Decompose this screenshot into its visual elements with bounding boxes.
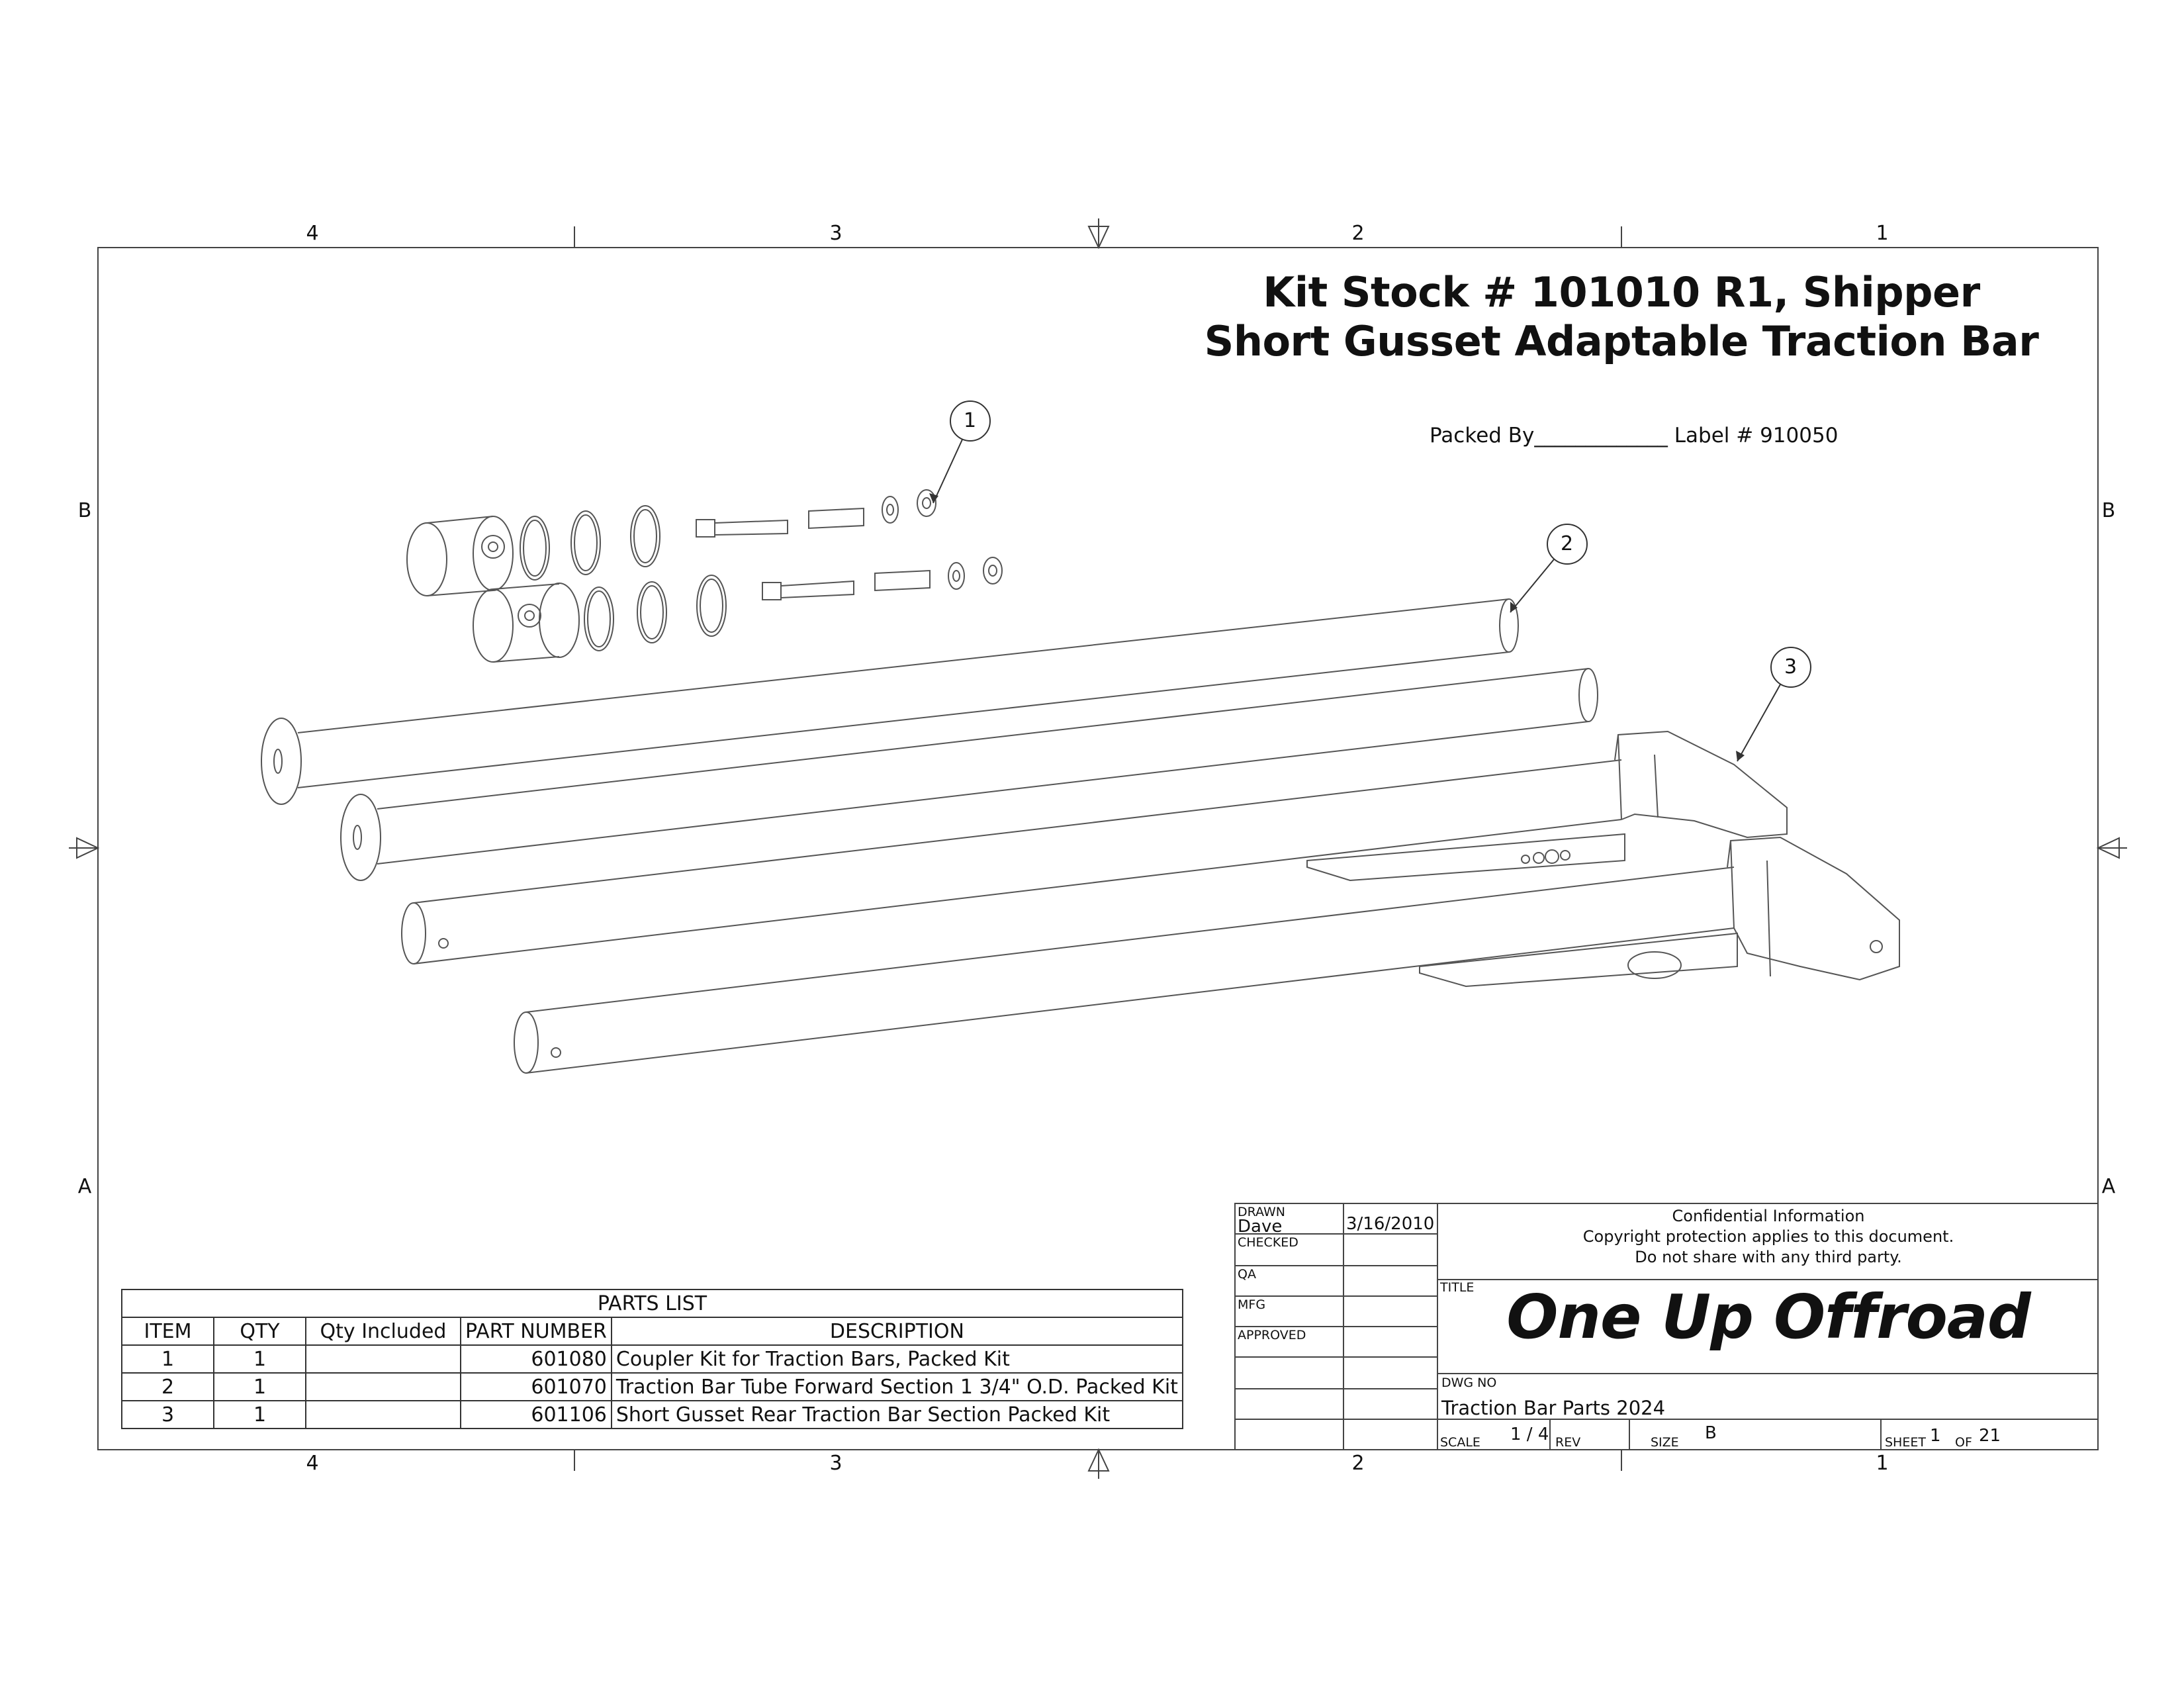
checked-label: CHECKED (1238, 1235, 1298, 1250)
approved-label: APPROVED (1238, 1328, 1306, 1342)
rear-tube-1 (402, 760, 1621, 964)
rev-label: REV (1555, 1435, 1581, 1450)
drawn-date: 3/16/2010 (1346, 1214, 1435, 1234)
kit-title-line-1: Kit Stock # 101010 R1, Shipper (1263, 268, 1980, 316)
scale-label: SCALE (1440, 1435, 1480, 1450)
coupler-block-upper (407, 516, 513, 596)
col-part-number-header: PART NUMBER (461, 1317, 612, 1345)
table-row (122, 1345, 1183, 1373)
item-cell: 3 (122, 1401, 214, 1429)
gusset-bracket-lower (1420, 837, 1899, 986)
col-item-header: ITEM (122, 1317, 214, 1345)
sheet-total: 21 (1979, 1426, 2001, 1446)
kit-title-line-2: Short Gusset Adaptable Traction Bar (1204, 317, 2039, 365)
confidential-notice (1437, 1206, 2099, 1268)
zone-row-b-right: B (2101, 499, 2116, 522)
balloon-1: 1 (964, 409, 977, 432)
zone-col-4-top: 4 (306, 222, 319, 245)
part-number-cell: 601080 (461, 1345, 612, 1373)
col-qty-header: QTY (214, 1317, 306, 1345)
zone-row-a-right: A (2101, 1175, 2116, 1198)
rear-tube-2 (514, 867, 1734, 1073)
of-label: OF (1955, 1435, 1972, 1450)
zone-col-3-top: 3 (829, 222, 842, 245)
qa-label: QA (1238, 1267, 1256, 1282)
qty-included-cell (306, 1373, 461, 1401)
zone-col-2-bottom: 2 (1351, 1452, 1365, 1475)
scale-value: 1 / 4 (1510, 1425, 1549, 1444)
qty-cell: 1 (214, 1345, 306, 1373)
zone-col-1-bottom: 1 (1876, 1452, 1889, 1475)
description-cell: Short Gusset Rear Traction Bar Section Packed Kit (612, 1401, 1183, 1429)
coupler-block-lower (473, 583, 579, 662)
forward-tube-2 (341, 669, 1598, 880)
forward-tube-1 (261, 599, 1518, 804)
sheet-label: SHEET (1885, 1435, 1926, 1450)
dwg-no-label: DWG NO (1441, 1376, 1497, 1390)
description-cell: Traction Bar Tube Forward Section 1 3/4" O.D. Packed Kit (612, 1373, 1183, 1401)
item-cell: 2 (122, 1373, 214, 1401)
company-name: One Up Offroad (1506, 1282, 2030, 1352)
part-number-cell: 601070 (461, 1373, 612, 1401)
table-row (122, 1373, 1183, 1401)
item-cell: 1 (122, 1345, 214, 1373)
kit-title (993, 268, 2184, 366)
parts-list-table (121, 1289, 1183, 1429)
drawn-by: Dave (1238, 1217, 1283, 1237)
zone-row-a-left: A (77, 1175, 92, 1198)
size-label: SIZE (1651, 1435, 1679, 1450)
zone-col-3-bottom: 3 (829, 1452, 842, 1475)
title-label: TITLE (1440, 1280, 1475, 1295)
size-value: B (1705, 1423, 1717, 1443)
qty-included-cell (306, 1345, 461, 1373)
gusset-bracket-upper (1307, 731, 1787, 880)
qty-included-cell (306, 1401, 461, 1429)
col-qty-included-header: Qty Included (306, 1317, 461, 1345)
exploded-view (261, 490, 1899, 1073)
mfg-label: MFG (1238, 1297, 1266, 1312)
qty-cell: 1 (214, 1401, 306, 1429)
part-number-cell: 601106 (461, 1401, 612, 1429)
packed-by-label: Packed By_____________ Label # 910050 (1430, 424, 1839, 447)
col-description-header: DESCRIPTION (612, 1317, 1183, 1345)
zone-row-b-left: B (77, 499, 92, 522)
qty-cell: 1 (214, 1373, 306, 1401)
dwg-no: Traction Bar Parts 2024 (1441, 1397, 1666, 1419)
zone-col-4-bottom: 4 (306, 1452, 319, 1475)
confidential-line-3: Do not share with any third party. (1635, 1248, 1902, 1266)
parts-list-title: PARTS LIST (122, 1289, 1183, 1317)
parts-list-header-row (122, 1317, 1183, 1345)
table-row (122, 1401, 1183, 1429)
balloon-2: 2 (1561, 532, 1574, 555)
zone-col-1-top: 1 (1876, 222, 1889, 245)
confidential-line-1: Confidential Information (1672, 1207, 1865, 1225)
sheet-value: 1 (1930, 1426, 1941, 1446)
drawn-label: DRAWN (1238, 1205, 1286, 1219)
balloon-3: 3 (1784, 655, 1797, 679)
description-cell: Coupler Kit for Traction Bars, Packed Kit (612, 1345, 1183, 1373)
zone-col-2-top: 2 (1351, 222, 1365, 245)
confidential-line-2: Copyright protection applies to this document. (1582, 1227, 1954, 1246)
